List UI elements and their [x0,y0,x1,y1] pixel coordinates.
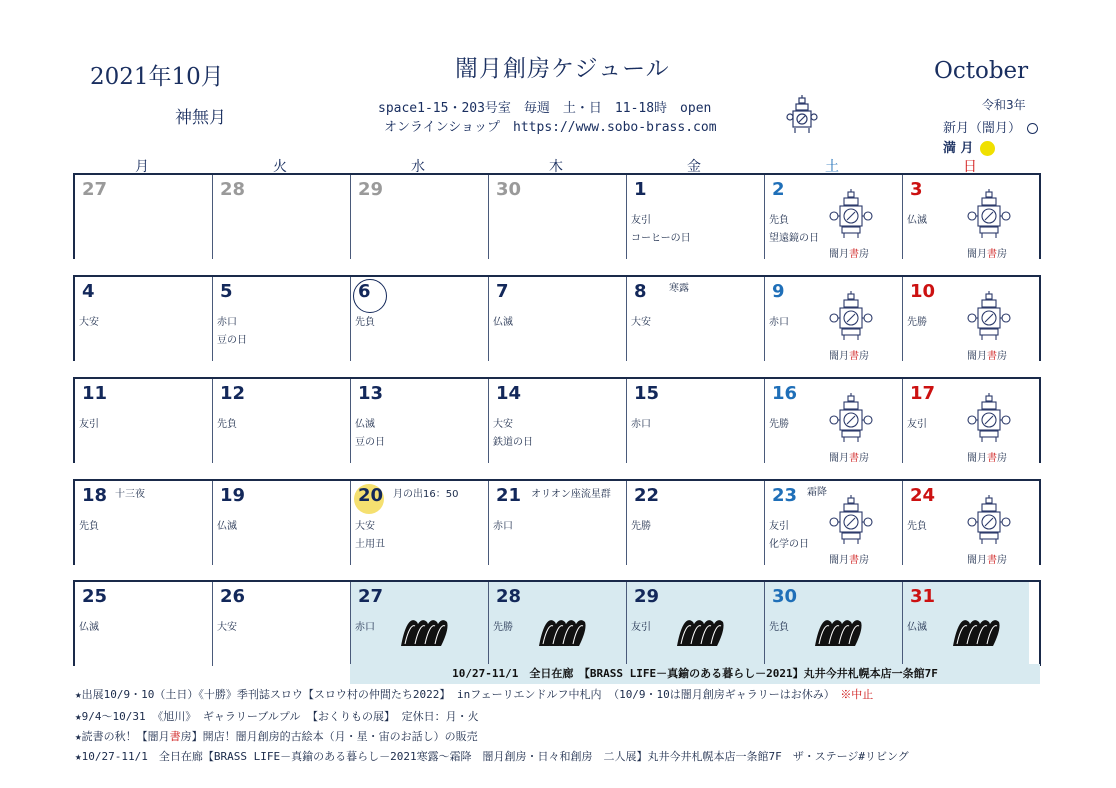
day-number: 12 [220,383,246,404]
day-number: 29 [634,586,660,607]
day-number: 14 [496,383,522,404]
calendar-day-cell[interactable] [903,175,1029,259]
rokuyo-label: 仏滅 [907,215,927,226]
rokuyo-label: 先勝 [631,521,651,532]
weekday-sat: 土 [825,159,839,175]
rokuyo-label: 友引 [79,419,99,430]
online-shop-info: オンラインショップ https://www.sobo-brass.com [384,120,717,135]
calendar-day-cell[interactable] [627,175,765,259]
calendar-day-cell[interactable] [213,481,351,565]
calendar-day-cell[interactable] [765,277,903,361]
calendar-day-cell[interactable] [351,277,489,361]
calendar-day-cell[interactable] [75,582,213,666]
rokuyo-label: 先勝 [769,419,789,430]
rokuyo-label: 赤口 [493,521,513,532]
day-number: 6 [358,281,371,302]
shop-label: 闇月書房 [829,249,869,260]
calendar-day-cell[interactable] [903,379,1029,463]
footer-note-1-cancel: ※中止 [840,688,874,701]
day-number: 24 [910,485,936,506]
weekday-fri: 金 [687,159,701,175]
footer-note-3-b: 房】開店！闇月創房的古絵本（月・星・宙のお話し）の販売 [180,730,478,743]
brass-life-logo-icon [537,614,587,648]
calendar-day-cell[interactable] [903,481,1029,565]
robot-logo-icon [829,495,873,545]
day-note: 望遠鏡の日 [769,233,819,244]
new-moon-legend [943,117,1038,136]
calendar-annotation: 霜降 [807,487,827,498]
rokuyo-label: 仏滅 [355,419,375,430]
day-number: 23 [772,485,798,506]
robot-logo-icon [967,291,1011,341]
rokuyo-label: 大安 [217,622,237,633]
rokuyo-label: 仏滅 [217,521,237,532]
robot-logo-icon [967,393,1011,443]
shop-label: 闇月書房 [967,351,1007,362]
rokuyo-label: 友引 [631,622,651,633]
shop-label: 闇月書房 [967,555,1007,566]
day-number: 27 [358,586,384,607]
day-number: 26 [220,586,246,607]
calendar-day-cell[interactable] [627,582,765,666]
rokuyo-label: 先負 [769,622,789,633]
calendar-day-cell[interactable] [75,481,213,565]
calendar-day-cell[interactable] [351,481,489,565]
calendar-week [73,275,1041,361]
footer-note-3-red: 書 [169,730,181,743]
day-number: 28 [496,586,522,607]
robot-logo-icon [967,189,1011,239]
calendar-day-cell[interactable] [489,582,627,666]
day-note: 豆の日 [217,335,247,346]
shop-label: 闇月書房 [829,555,869,566]
page-title: 闇月創房ケジュール [455,56,670,82]
calendar-day-cell[interactable] [213,582,351,666]
calendar-day-cell[interactable] [627,379,765,463]
rokuyo-label: 友引 [769,521,789,532]
calendar-day-cell[interactable] [903,582,1029,666]
robot-logo-icon [967,495,1011,545]
day-number: 16 [772,383,798,404]
footer-note-3-a: ★読書の秋！【闇月 [75,730,170,743]
day-number: 17 [910,383,936,404]
calendar-annotation: 月の出16：50 [393,489,459,500]
calendar-day-cell[interactable] [489,481,627,565]
calendar-annotation: 寒露 [669,283,689,294]
calendar-day-cell[interactable] [351,379,489,463]
brass-life-logo-icon [399,614,449,648]
calendar-week [73,580,1041,666]
robot-logo-icon [786,95,818,135]
shop-label: 闇月書房 [967,249,1007,260]
footer-note-1 [75,686,873,702]
rokuyo-label: 先負 [355,317,375,328]
day-number: 3 [910,179,923,200]
day-number: 1 [634,179,647,200]
brass-life-logo-icon [813,614,863,648]
calendar-day-cell[interactable] [765,379,903,463]
day-number: 7 [496,281,509,302]
shop-label: 闇月書房 [829,351,869,362]
day-number: 29 [358,179,384,200]
month-traditional-name: 神無月 [175,108,226,128]
calendar-day-cell[interactable] [903,277,1029,361]
open-hours-info: space1-15・203号室 毎週 土・日 11-18時 open [378,101,712,116]
month-english: October [934,58,1029,84]
rokuyo-label: 仏滅 [493,317,513,328]
calendar-day-cell[interactable] [489,175,627,259]
year-month-title: 2021年10月 [90,64,224,90]
day-number: 31 [910,586,936,607]
brass-life-logo-icon [675,614,725,648]
rokuyo-label: 大安 [355,521,375,532]
footer-note-1-text: ★出展10/9・10（土日）《十勝》季刊誌スロウ【スロウ村の仲間たち2022】 inフェーリエンドルフ中札内 （10/9・10は闇月創房ギャラリーはお休み） [75,688,830,701]
rokuyo-label: 赤口 [769,317,789,328]
day-number: 15 [634,383,660,404]
day-number: 9 [772,281,785,302]
day-note: 化学の日 [769,539,809,550]
day-number: 13 [358,383,384,404]
weekday-mon: 月 [135,159,149,175]
rokuyo-label: 仏滅 [907,622,927,633]
calendar-week [73,479,1041,565]
day-number: 18 [82,485,108,506]
day-number: 28 [220,179,246,200]
rokuyo-label: 赤口 [631,419,651,430]
day-number: 19 [220,485,246,506]
weekday-wed: 水 [411,159,425,175]
calendar-day-cell[interactable] [213,175,351,259]
rokuyo-label: 仏滅 [79,622,99,633]
calendar-day-cell[interactable] [75,379,213,463]
calendar-day-cell[interactable] [213,277,351,361]
shop-label: 闇月書房 [829,453,869,464]
robot-logo-icon [829,291,873,341]
calendar-week [73,173,1041,259]
weekday-tue: 火 [273,159,287,175]
calendar-day-cell[interactable] [489,379,627,463]
rokuyo-label: 先負 [769,215,789,226]
calendar-week [73,377,1041,463]
new-moon-icon [1027,123,1038,134]
day-number: 4 [82,281,95,302]
rokuyo-label: 友引 [631,215,651,226]
calendar-day-cell[interactable] [489,277,627,361]
calendar-annotation: 十三夜 [115,489,145,500]
rokuyo-label: 大安 [79,317,99,328]
full-moon-icon [980,141,995,156]
rokuyo-label: 先負 [79,521,99,532]
calendar-day-cell[interactable] [213,379,351,463]
event-banner: 10/27-11/1 全日在廊 【BRASS LIFE－真鍮のある暮らし－2021】丸井今井札幌本店一条館7F [350,664,1040,684]
calendar-day-cell[interactable] [627,277,765,361]
day-number: 8 [634,281,647,302]
shop-label: 闇月書房 [967,453,1007,464]
calendar-annotation: オリオン座流星群 [531,489,611,500]
calendar-day-cell[interactable] [627,481,765,565]
day-number: 11 [82,383,108,404]
day-note: 豆の日 [355,437,385,448]
rokuyo-label: 先勝 [493,622,513,633]
calendar-day-cell[interactable] [351,175,489,259]
day-note: 土用丑 [355,539,385,550]
rokuyo-label: 大安 [493,419,513,430]
robot-logo-icon [829,189,873,239]
calendar-day-cell[interactable] [75,277,213,361]
calendar-day-cell[interactable] [765,481,903,565]
calendar-day-cell[interactable] [765,175,903,259]
day-number: 5 [220,281,233,302]
day-number: 27 [82,179,108,200]
full-moon-legend [943,137,995,156]
era-year: 令和3年 [982,98,1026,112]
weekday-thu: 木 [549,159,563,175]
calendar-day-cell[interactable] [351,582,489,666]
calendar-day-cell[interactable] [765,582,903,666]
full-moon-label: 満 月 [943,141,974,156]
rokuyo-label: 先負 [217,419,237,430]
new-moon-label: 新月（闇月） [943,121,1022,136]
calendar-day-cell[interactable] [75,175,213,259]
day-note: コーヒーの日 [631,233,691,244]
brass-life-logo-icon [951,614,1001,648]
footer-note-2: ★9/4～10/31 《旭川》 ギャラリーブルプル 【おくりもの展】 定休日：月・火 [75,710,479,723]
day-number: 20 [358,485,384,506]
rokuyo-label: 友引 [907,419,927,430]
rokuyo-label: 大安 [631,317,651,328]
day-number: 22 [634,485,660,506]
day-number: 10 [910,281,936,302]
rokuyo-label: 赤口 [355,622,375,633]
rokuyo-label: 赤口 [217,317,237,328]
day-number: 21 [496,485,522,506]
day-note: 鉄道の日 [493,437,533,448]
day-number: 30 [496,179,522,200]
footer-note-3 [75,728,478,744]
day-number: 25 [82,586,108,607]
robot-logo-icon [829,393,873,443]
rokuyo-label: 先負 [907,521,927,532]
day-number: 30 [772,586,798,607]
footer-note-4: ★10/27-11/1 全日在廊【BRASS LIFE－真鍮のある暮らし－2021寒露～霜降 闇月創房・日々和創房 二人展】丸井今井札幌本店一条館7F ザ・ステージ#リビング [75,750,909,763]
rokuyo-label: 先勝 [907,317,927,328]
day-number: 2 [772,179,785,200]
weekday-sun: 日 [963,159,977,175]
